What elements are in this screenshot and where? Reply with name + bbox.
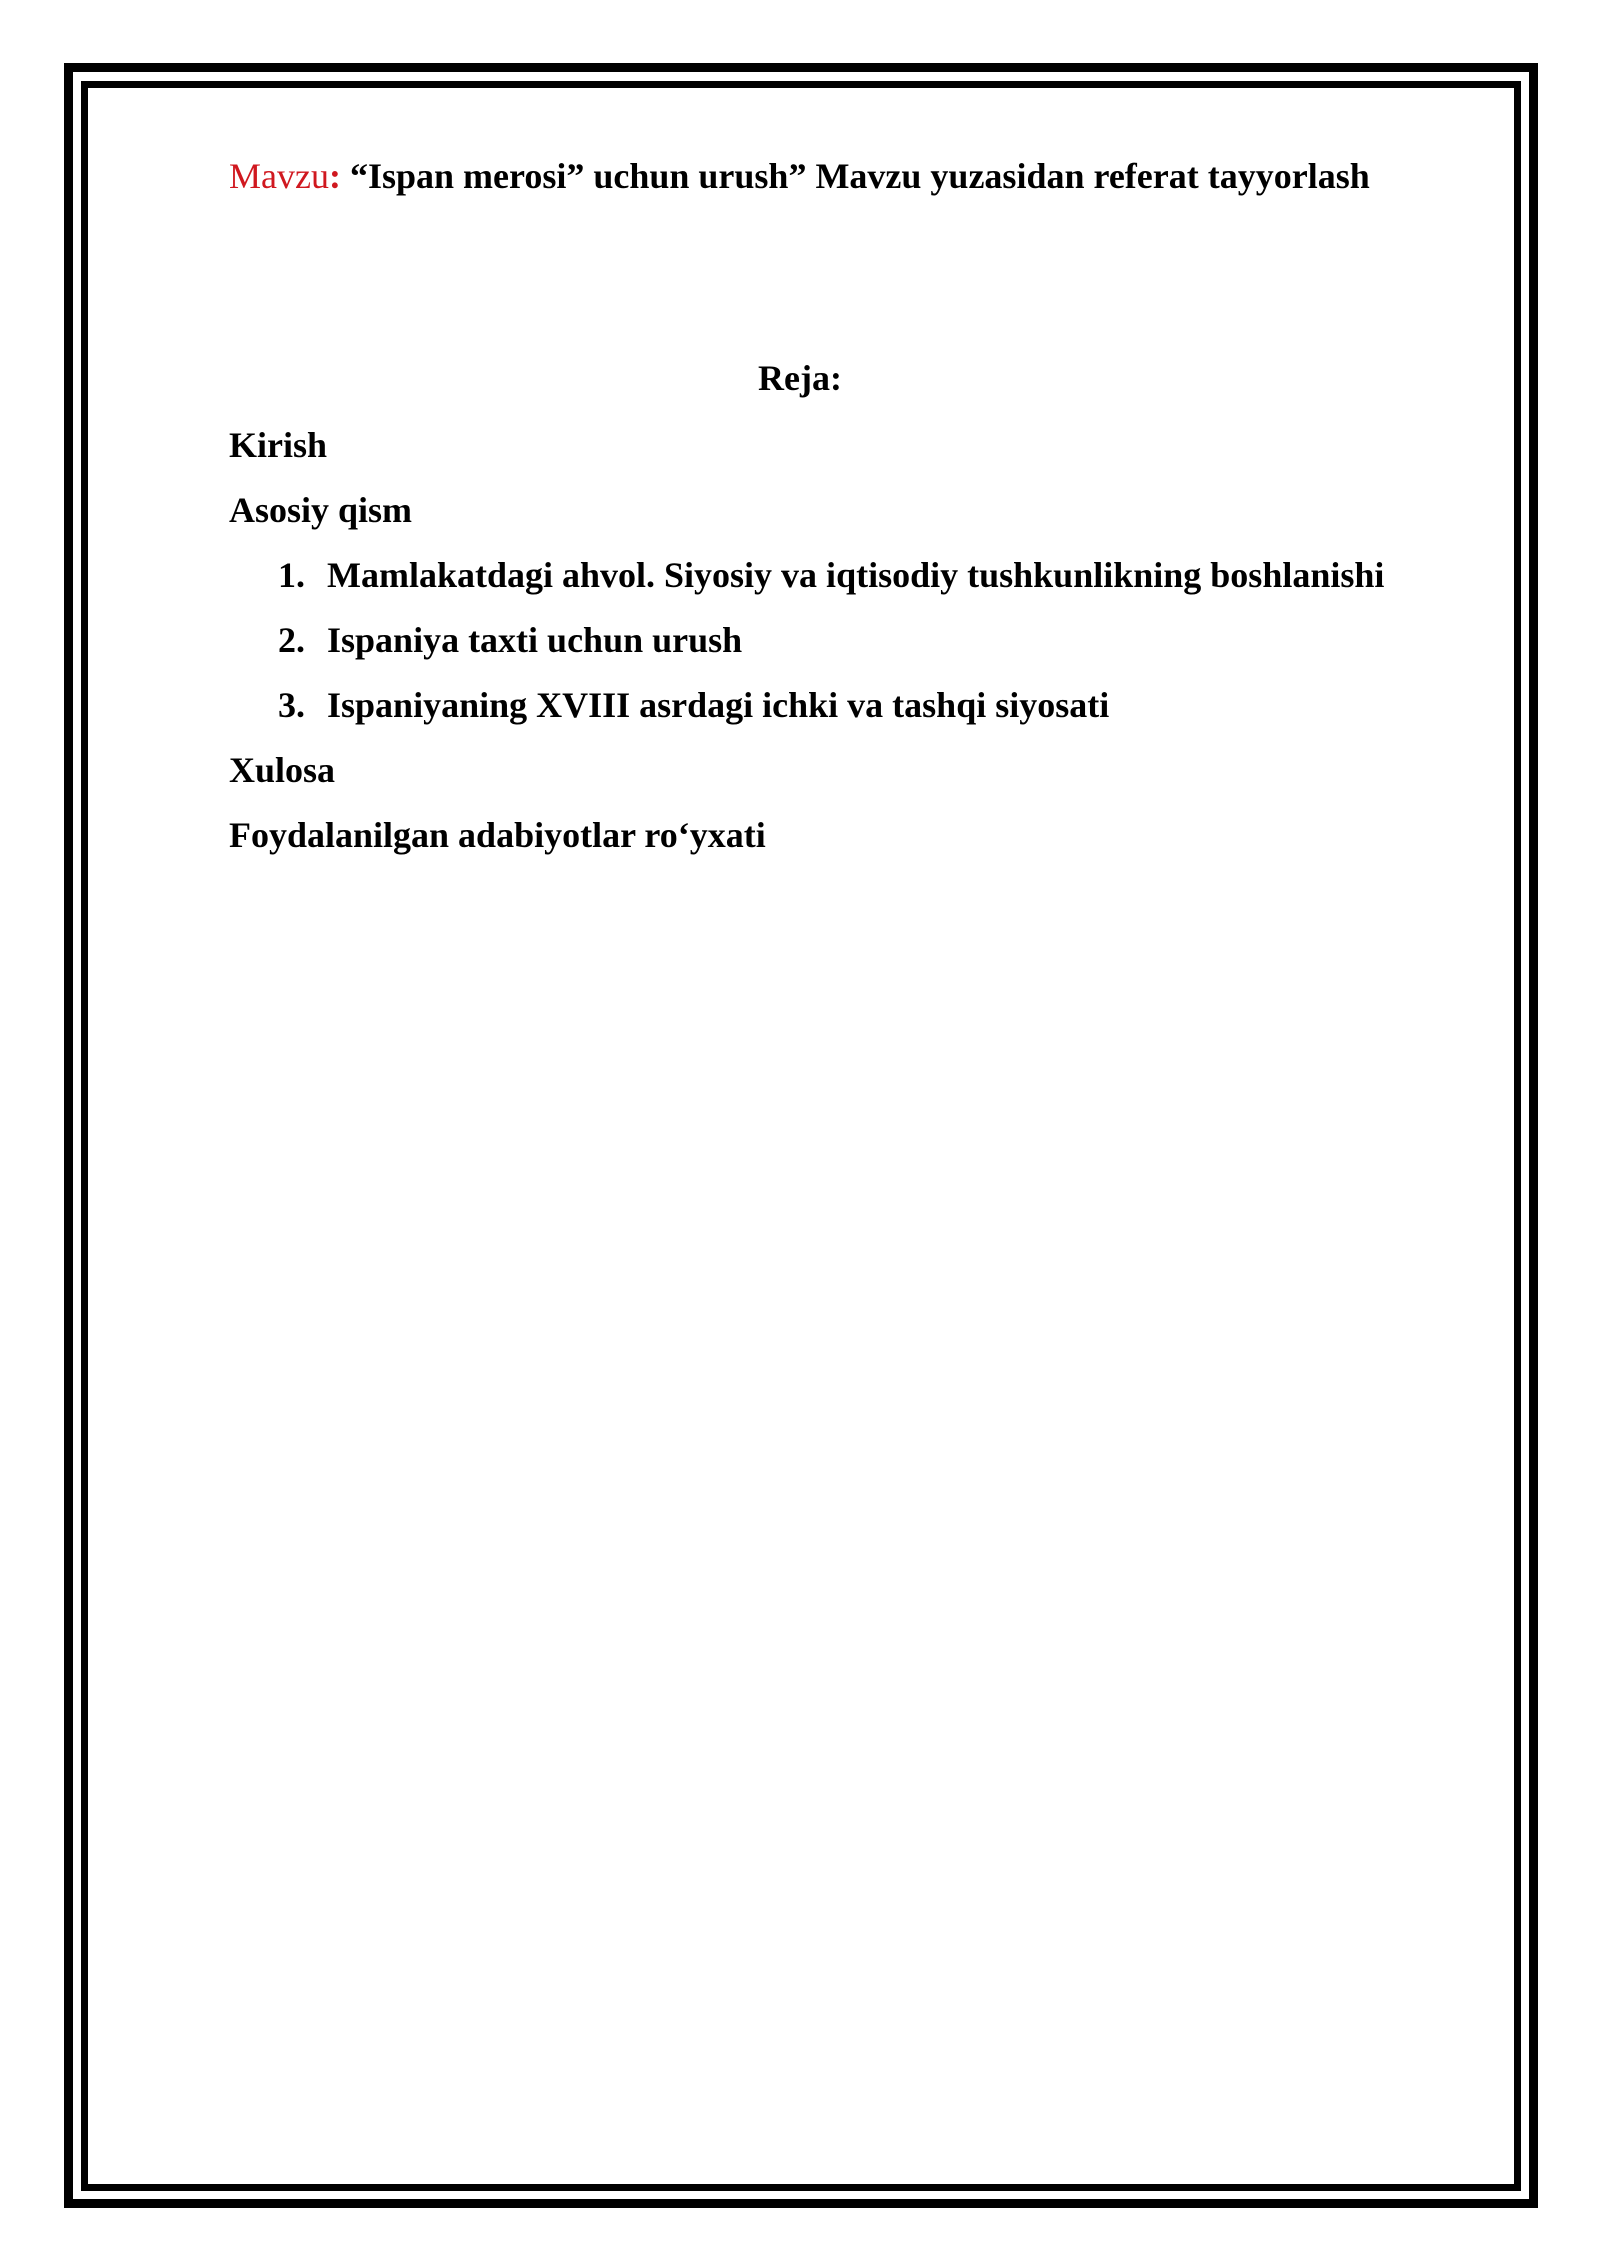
- topic-label: Mavzu: [229, 156, 329, 196]
- list-item-text: Ispaniyaning XVIII asrdagi ichki va tashqi siyosati: [327, 685, 1110, 725]
- list-item-text: Ispaniya taxti uchun urush: [327, 620, 743, 660]
- list-item-number: 2.: [278, 620, 305, 660]
- topic-colon: :: [328, 156, 341, 196]
- section-main: Asosiy qism: [229, 490, 413, 530]
- section-intro: Kirish: [229, 425, 328, 465]
- list-item-number: 1.: [278, 555, 305, 595]
- section-references: Foydalanilgan adabiyotlar ro‘yxati: [229, 815, 766, 855]
- list-item-number: 3.: [278, 685, 305, 725]
- plan-list-item: [278, 683, 1109, 727]
- topic-text: “Ispan merosi” uchun urush” Mavzu yuzasidan referat tayyorlash: [340, 156, 1370, 196]
- section-conclusion: Xulosa: [229, 750, 336, 790]
- plan-list-item: [278, 618, 742, 662]
- list-item-text: Mamlakatdagi ahvol. Siyosiy va iqtisodiy tushkunlikning boshlanishi: [327, 555, 1385, 595]
- topic-line: [229, 154, 1370, 198]
- plan-list-item: [278, 553, 1384, 597]
- plan-heading: Reja:: [758, 358, 842, 398]
